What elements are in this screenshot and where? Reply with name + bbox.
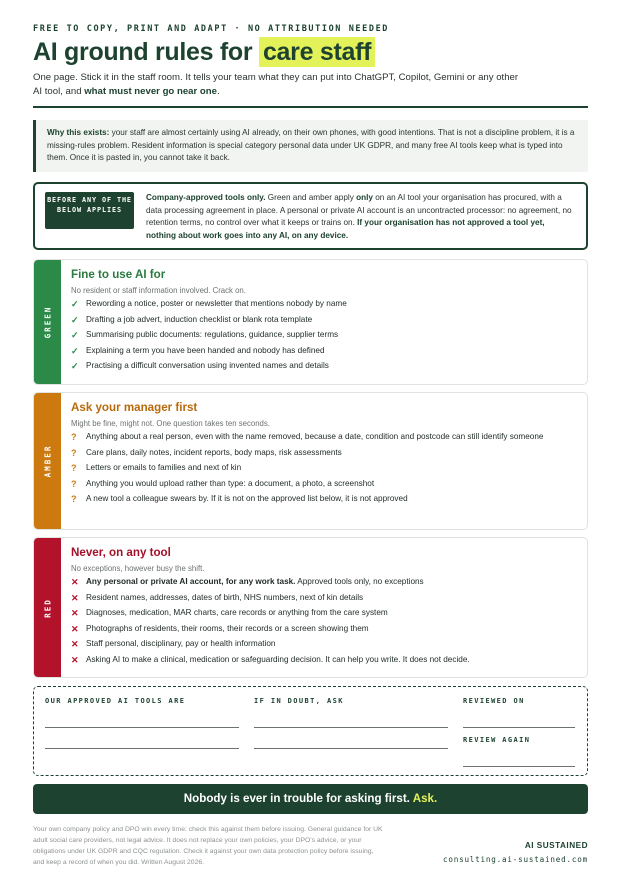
list-item (71, 431, 577, 444)
cross-icon: ✕ (71, 577, 79, 587)
list-item-text: Anything about a real person, even with the name removed, because a date, condition and postcode can still identify someone (86, 432, 544, 441)
check-icon: ✓ (71, 314, 79, 325)
check-icon: ✓ (71, 330, 79, 340)
page-title (33, 38, 375, 67)
list-item-text: Rewording a notice, poster or newsletter that mentions nobody by name (86, 299, 347, 308)
banner-emphasis: Ask. (412, 792, 438, 805)
title-prefix: AI ground rules for (33, 38, 259, 66)
amber-heading: Ask your manager first (71, 401, 198, 414)
red-zone (33, 537, 588, 678)
footer-disclaimer: Your own company policy and DPO win every time: check this against them before issuing. General guidance for UK adult social care providers, not legal advice. It does not replace your own policies, your DPO's advice, or your obligations under UK GDPR and CQC regulation. Check it against your own data protection policy before issuing, and keep a record of when you did. Written August 2026. (33, 826, 383, 867)
ask-banner (33, 784, 588, 814)
list-item (71, 493, 577, 506)
review-again-label: REVIEW AGAIN (463, 736, 531, 744)
approved-text-1: Green and amber apply (265, 193, 357, 202)
list-item (71, 360, 577, 373)
list-item-text: Photographs of residents, their rooms, their records or a screen showing them (86, 623, 369, 633)
ask-contact-line-2[interactable] (254, 748, 448, 749)
list-item-text: Practising a difficult conversation using invented names and details (86, 361, 329, 370)
list-item-text: A new tool a colleague swears by. If it is not on the approved list below, it is not approved (86, 494, 408, 503)
list-item (71, 345, 577, 358)
list-item-text: Anything you would upload rather than type: a document, a photo, a screenshot (86, 478, 375, 488)
reviewed-on-line[interactable] (463, 727, 575, 728)
question-icon: ? (71, 494, 77, 504)
amber-zone (33, 392, 588, 530)
green-strip-label: GREEN (43, 305, 52, 339)
list-item (71, 592, 577, 605)
red-first-rest: Approved tools only, no exceptions (295, 577, 424, 586)
approved-tools-box (33, 182, 588, 250)
approved-tools-line-2[interactable] (45, 748, 239, 749)
intro-paragraph (33, 71, 523, 98)
green-zone (33, 259, 588, 385)
amber-subtext: Might be fine, might not. One question takes ten seconds. (71, 419, 270, 428)
intro-bold: what must never go near one (84, 85, 217, 97)
ask-contact-line-1[interactable] (254, 727, 448, 728)
list-item-text: Asking AI to make a clinical, medication or safeguarding decision. It can help you write. It does not decide. (86, 654, 470, 664)
red-strip (34, 538, 61, 677)
list-item-text: Resident names, addresses, dates of birth, NHS numbers, next of kin details (86, 592, 364, 602)
title-highlight: care staff (259, 37, 375, 67)
amber-strip-label: AMBER (43, 444, 52, 478)
list-item-text: Drafting a job advert, induction checklist or blank rota template (86, 314, 313, 324)
check-icon: ✓ (71, 345, 79, 356)
check-icon: ✓ (71, 361, 79, 371)
list-item (71, 298, 577, 311)
why-callout (33, 120, 588, 172)
list-item-text: Staff personal, disciplinary, pay or health information (86, 639, 276, 648)
brand-name: AI SUSTAINED (524, 841, 588, 850)
intro-end: . (216, 85, 220, 97)
question-icon: ? (71, 447, 77, 458)
list-item (71, 314, 577, 327)
approved-tools-text (146, 192, 576, 242)
list-item-text: Diagnoses, medication, MAR charts, care records or anything from the care system (86, 608, 388, 617)
list-item-text: Explaining a term you have been handed and nobody has defined (86, 345, 325, 355)
fill-in-box (33, 686, 588, 776)
list-item-text: Care plans, daily notes, incident reports, body maps, risk assessments (86, 447, 342, 457)
green-list (71, 298, 577, 373)
red-strip-label: RED (43, 597, 52, 618)
cross-icon: ✕ (71, 592, 79, 603)
intro-text: One page. Stick it in the staff room. It tells your team what they can put into ChatGPT, Copilot, Gemini or any other AI tool, and (33, 72, 519, 97)
list-item (71, 638, 577, 651)
cross-icon: ✕ (71, 654, 79, 665)
list-item (71, 623, 577, 636)
approved-text-2: on an AI tool your organisation has procured, with a data processing agreement in place. A personal or private AI account is an uncontracted processor: no agreement, no retention terms, no control over what it keeps or trains on. (146, 193, 572, 227)
check-icon: ✓ (71, 299, 79, 309)
green-strip (34, 260, 61, 384)
red-list (71, 576, 577, 666)
review-again-line[interactable] (463, 766, 575, 767)
approved-lead: Company-approved tools only. (146, 193, 266, 202)
list-item (71, 478, 577, 491)
green-subtext: No resident or staff information involved. Crack on. (71, 286, 246, 295)
question-icon: ? (71, 432, 77, 442)
list-item (71, 576, 577, 589)
eyebrow-text: FREE TO COPY, PRINT AND ADAPT · NO ATTRIBUTION NEEDED (33, 24, 390, 34)
amber-strip (34, 393, 61, 529)
approved-only: only (356, 193, 373, 202)
cross-icon: ✕ (71, 608, 79, 618)
brand-url: consulting.ai-sustained.com (442, 855, 588, 864)
red-heading: Never, on any tool (71, 546, 171, 559)
before-any-badge: BEFORE ANY OF THE BELOW APPLIES (45, 192, 134, 229)
header-divider (33, 106, 588, 108)
red-subtext: No exceptions, however busy the shift. (71, 564, 205, 573)
question-icon: ? (71, 478, 77, 489)
why-lead: Why this exists: (47, 128, 110, 137)
list-item-text: Summarising public documents: regulations, guidance, supplier terms (86, 330, 339, 339)
list-item (71, 329, 577, 342)
cross-icon: ✕ (71, 623, 79, 634)
list-item (71, 447, 577, 460)
amber-list (71, 431, 577, 506)
if-in-doubt-label: IF IN DOUBT, ASK (254, 697, 344, 705)
cross-icon: ✕ (71, 639, 79, 649)
list-item (71, 607, 577, 620)
question-icon: ? (71, 463, 77, 473)
approved-tools-line-1[interactable] (45, 727, 239, 728)
banner-text: Nobody is ever in trouble for asking first. (183, 792, 413, 805)
list-item-text: Letters or emails to families and next of kin (86, 463, 242, 472)
list-item (71, 654, 577, 667)
approved-tools-label: OUR APPROVED AI TOOLS ARE (45, 697, 186, 705)
green-heading: Fine to use AI for (71, 268, 166, 281)
approved-closing: If your organisation has not approved a tool yet, nothing about work goes into any AI, on any device. (146, 218, 545, 240)
reviewed-on-label: REVIEWED ON (463, 697, 525, 705)
red-first-bold: Any personal or private AI account, for any work task. (86, 577, 296, 586)
why-text: your staff are almost certainly using AI already, on their own phones, with good intentions. That is not a discipline problem, it is a missing-rules problem. Resident information is special category personal data under UK GDPR, and many free AI tools keep what is typed into them. Once it is pasted in, you cannot take it back. (47, 128, 575, 162)
list-item (71, 462, 577, 475)
